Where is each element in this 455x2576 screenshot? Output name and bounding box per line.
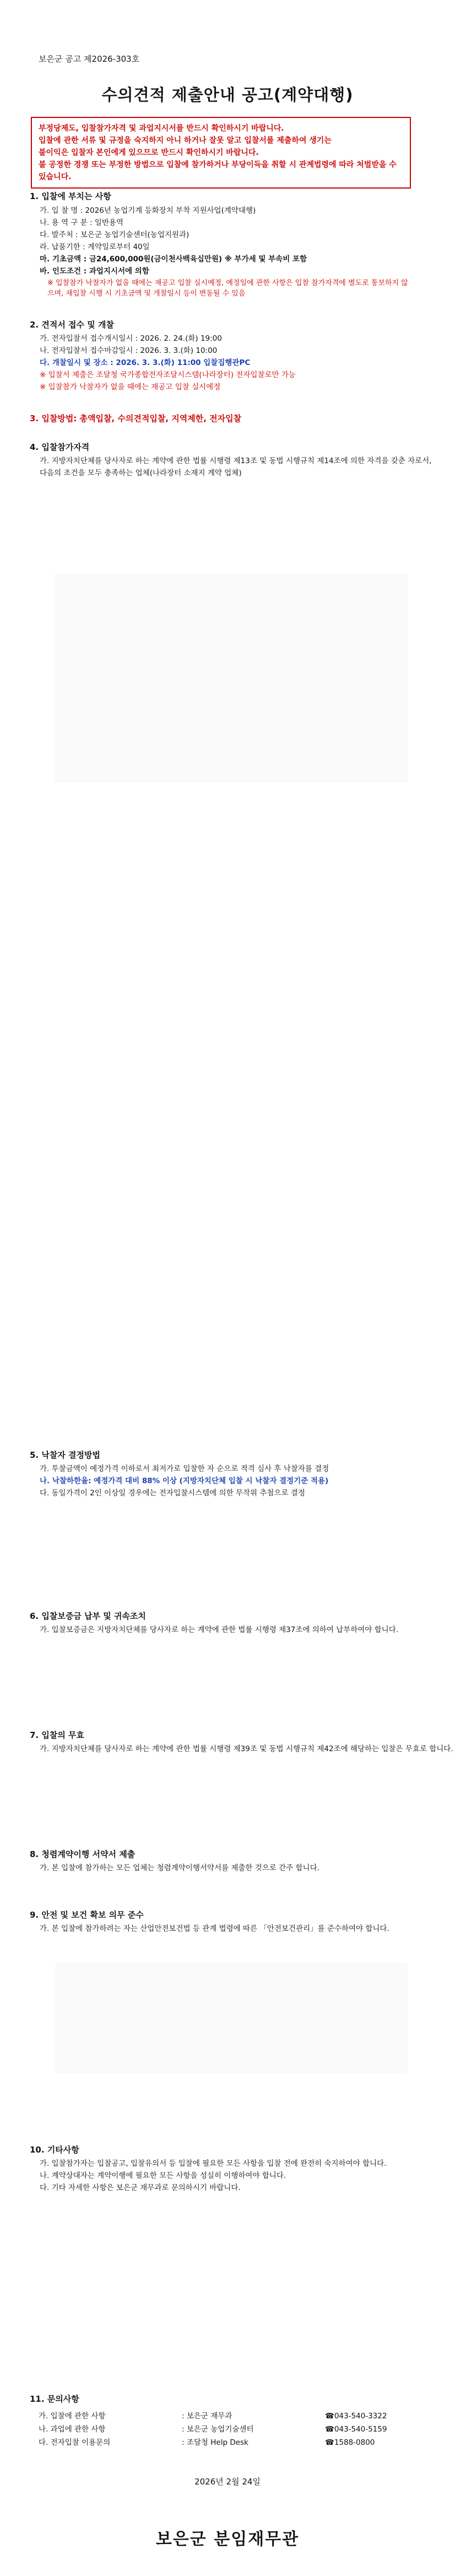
contact-topic: 다. 전자입찰 이용문의	[39, 2438, 111, 2447]
doc-number: 보은군 공고 제2026-303호	[39, 54, 140, 64]
contact-dept: : 보은군 재무과	[182, 2412, 232, 2421]
section1-heading: 1. 입찰에 부치는 사항	[30, 191, 111, 201]
contact-phone: ☎043-540-3322	[325, 2412, 387, 2421]
contact-phone: ☎1588-0800	[325, 2438, 375, 2447]
s1-line: 다. 발주처 : 보은군 농업기술센터(농업지원과)	[40, 230, 189, 239]
s1-line: 라. 납품기한 : 계약일로부터 40일	[40, 243, 150, 251]
contact-row	[39, 2436, 435, 2449]
contact-topic: 가. 입찰에 관한 사항	[39, 2412, 106, 2421]
s4-line: 가. 지방자치단체를 당사자로 하는 계약에 관한 법률 시행령 제13조 및 동법 시행규칙 제14조에 의한 자격을 갖춘 자로서,	[40, 457, 432, 465]
s1-line: 나. 용 역 구 분 : 일반용역	[40, 218, 123, 227]
s5-line: 나. 낙찰하한율: 예정가격 대비 88% 이상 (지방자치단체 입찰 시 낙찰자 결정기준 적용)	[40, 1477, 329, 1485]
contact-topic: 나. 과업에 관한 사항	[39, 2425, 106, 2434]
contact-table	[39, 2409, 435, 2449]
contact-row	[39, 2409, 435, 2423]
s1-line: 바. 인도조건 : 과업지시서에 의함	[40, 267, 149, 276]
s10-line: 다. 기타 자세한 사항은 보은군 재무과로 문의하시기 바랍니다.	[40, 2183, 241, 2192]
s2-line: 가. 전자입찰서 접수개시일시 : 2026. 2. 24.(화) 19:00	[40, 334, 222, 343]
notice-line: 부정당제도, 입찰참가자격 및 과업지시서를 반드시 확인하시기 바랍니다.	[39, 124, 284, 133]
s2-line: 나. 전자입찰서 접수마감일시 : 2026. 3. 3.(화) 10:00	[40, 346, 218, 355]
s5-line: 가. 투찰금액이 예정가격 이하로서 최저가로 입찰한 자 순으로 적격 심사 후 낙찰자를 결정	[40, 1464, 329, 1473]
s10-line: 가. 입찰참가자는 입찰공고, 입찰유의서 등 입찰에 필요한 모든 사항을 입찰 전에 완전히 숙지하여야 합니다.	[40, 2159, 387, 2168]
contact-row	[39, 2423, 435, 2436]
notice-line: 불이익은 입찰자 본인에게 있으므로 반드시 확인하시기 바랍니다.	[39, 148, 259, 157]
section8-heading: 8. 청렴계약이행 서약서 제출	[30, 1849, 136, 1859]
s1-note: ※ 입찰참가 낙찰자가 없을 때에는 재공고 입찰 실시예정, 예정일에 관한 사항은 입찰 참가자격에 별도로 통보하지 않으며, 재입찰 시행 시 기초금액 및 개찰일시 등이 변동될 수 있음	[47, 279, 408, 298]
notice-line: 불 공정한 경쟁 또는 부정한 방법으로 입찰에 참가하거나 부당이득을 취할 시 관계법령에 따라 처벌받을 수 있습니다.	[39, 160, 397, 181]
s9-line: 가. 본 입찰에 참가하려는 자는 산업안전보건법 등 관계 법령에 따른 「안전보건관리」를 준수하여야 합니다.	[40, 1924, 389, 1933]
page-title: 수의견적 제출안내 공고(계약대행)	[101, 85, 354, 104]
section6-heading: 6. 입찰보증금 납부 및 귀속조치	[30, 1611, 146, 1621]
section9-heading: 9. 안전 및 보건 확보 의무 준수	[30, 1910, 144, 1920]
s6-line: 가. 입찰보증금은 지방자치단체를 당사자로 하는 계약에 관한 법률 시행령 제37조에 의하여 납부하여야 합니다.	[40, 1625, 399, 1634]
notice-line: 입찰에 관한 서류 및 규정을 숙지하지 아니 하거나 잘못 알고 입찰서를 제출하여 생기는	[39, 136, 332, 145]
signature: 보은군 분임재무관	[155, 2530, 300, 2549]
section10-heading: 10. 기타사항	[30, 2145, 79, 2155]
section3-heading: 3. 입찰방법: 총액입찰, 수의견적입찰, 지역제한, 전자입찰	[30, 414, 242, 423]
issue-date: 2026년 2월 24일	[194, 2477, 261, 2487]
s8-line: 가. 본 입찰에 참가하는 모든 업체는 청렴계약이행서약서를 제출한 것으로 간주 합니다.	[40, 1864, 319, 1872]
s5-line: 다. 동일가격이 2인 이상일 경우에는 전자입찰시스템에 의한 무작위 추첨으로 결정	[40, 1489, 305, 1498]
document-image-region	[55, 1963, 408, 2073]
s2-line: ※ 입찰참가 낙찰자가 없을 때에는 재공고 입찰 실시예정	[40, 383, 221, 391]
s2-line: ※ 입찰서 제출은 조달청 국가종합전자조달시스템(나라장터) 전자입찰로만 가능	[40, 371, 296, 379]
document-image-region	[55, 573, 408, 783]
contact-dept: : 보은군 농업기술센터	[182, 2425, 254, 2434]
s1-line: 가. 입 찰 명 : 2026년 농업기계 등화장치 부착 지원사업(계약대행)	[40, 206, 256, 215]
section4-heading: 4. 입찰참가자격	[30, 442, 90, 452]
s7-line: 가. 지방자치단체를 당사자로 하는 계약에 관한 법률 시행령 제39조 및 동법 시행규칙 제42조에 해당하는 입찰은 무효로 합니다.	[40, 1745, 453, 1753]
s1-line: 마. 기초금액 : 금24,600,000원(금이천사백육십만원) ※ 부가세 및 부속비 포함	[40, 255, 307, 264]
section5-heading: 5. 낙찰자 결정방법	[30, 1450, 101, 1460]
s10-line: 나. 계약상대자는 계약이행에 필요한 모든 사항을 성실히 이행하여야 합니다.	[40, 2171, 286, 2180]
contact-dept: : 조달청 Help Desk	[182, 2438, 248, 2447]
section7-heading: 7. 입찰의 무효	[30, 1730, 85, 1740]
s4-line: 다음의 조건을 모두 충족하는 업체(나라장터 소재지 계약 업체)	[40, 469, 242, 477]
warning-notice	[31, 117, 411, 189]
contact-phone: ☎043-540-5159	[325, 2425, 387, 2434]
s2-line: 다. 개찰일시 및 장소 : 2026. 3. 3.(화) 11:00 입찰집행관PC	[40, 358, 251, 367]
section2-heading: 2. 견적서 접수 및 개찰	[30, 320, 114, 330]
section11-heading: 11. 문의사항	[30, 2394, 79, 2404]
